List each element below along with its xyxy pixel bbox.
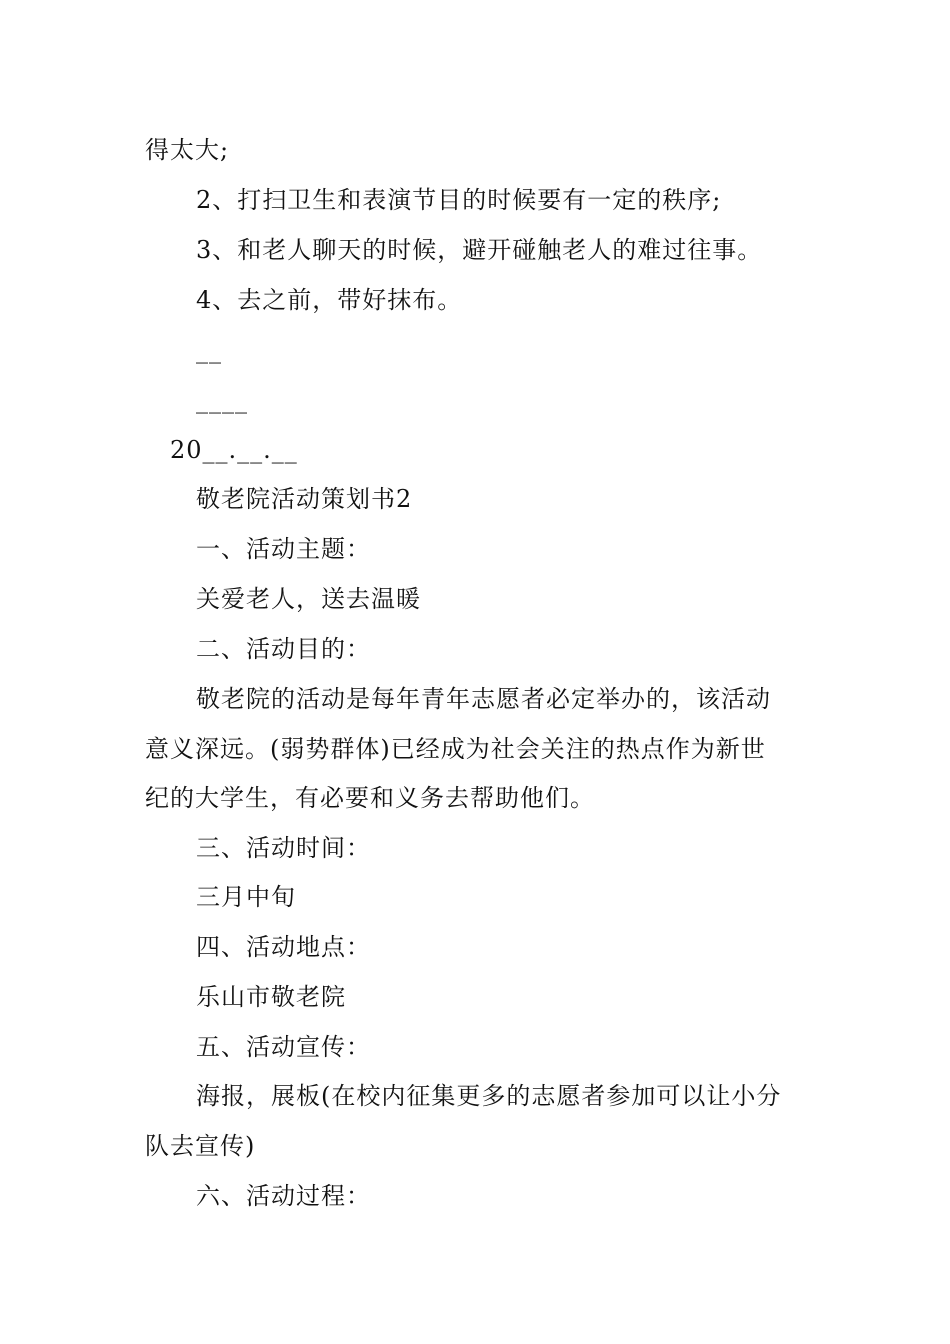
purpose-paragraph-line: 意义深远。(弱势群体)已经成为社会关注的热点作为新世 [145,735,766,763]
note-item: 3、和老人聊天的时候，避开碰触老人的难过往事。 [196,236,763,264]
date-line: 20__.__.__ [170,436,298,464]
publicity-paragraph-line: 海报，展板(在校内征集更多的志愿者参加可以让小分 [196,1082,782,1110]
time-text: 三月中旬 [196,883,296,911]
purpose-heading: 二、活动目的： [196,635,371,663]
place-text: 乐山市敬老院 [196,983,346,1011]
plan-title: 敬老院活动策划书2 [196,485,413,513]
signature-blank: __ [196,336,222,364]
note-item: 4、去之前，带好抹布。 [196,286,463,314]
publicity-paragraph-line: 队去宣传) [145,1132,256,1160]
theme-heading: 一、活动主题： [196,535,371,563]
purpose-paragraph-line: 纪的大学生，有必要和义务去帮助他们。 [145,784,595,812]
note-item: 2、打扫卫生和表演节目的时候要有一定的秩序; [196,186,722,214]
time-heading: 三、活动时间： [196,834,371,862]
publicity-heading: 五、活动宣传： [196,1033,371,1061]
place-heading: 四、活动地点： [196,933,371,961]
process-heading: 六、活动过程： [196,1182,371,1210]
signature-blank-2: ____ [196,386,248,414]
continuation-text: 得太大; [145,136,230,164]
purpose-paragraph-line: 敬老院的活动是每年青年志愿者必定举办的，该活动 [196,685,771,713]
theme-text: 关爱老人，送去温暖 [196,585,421,613]
